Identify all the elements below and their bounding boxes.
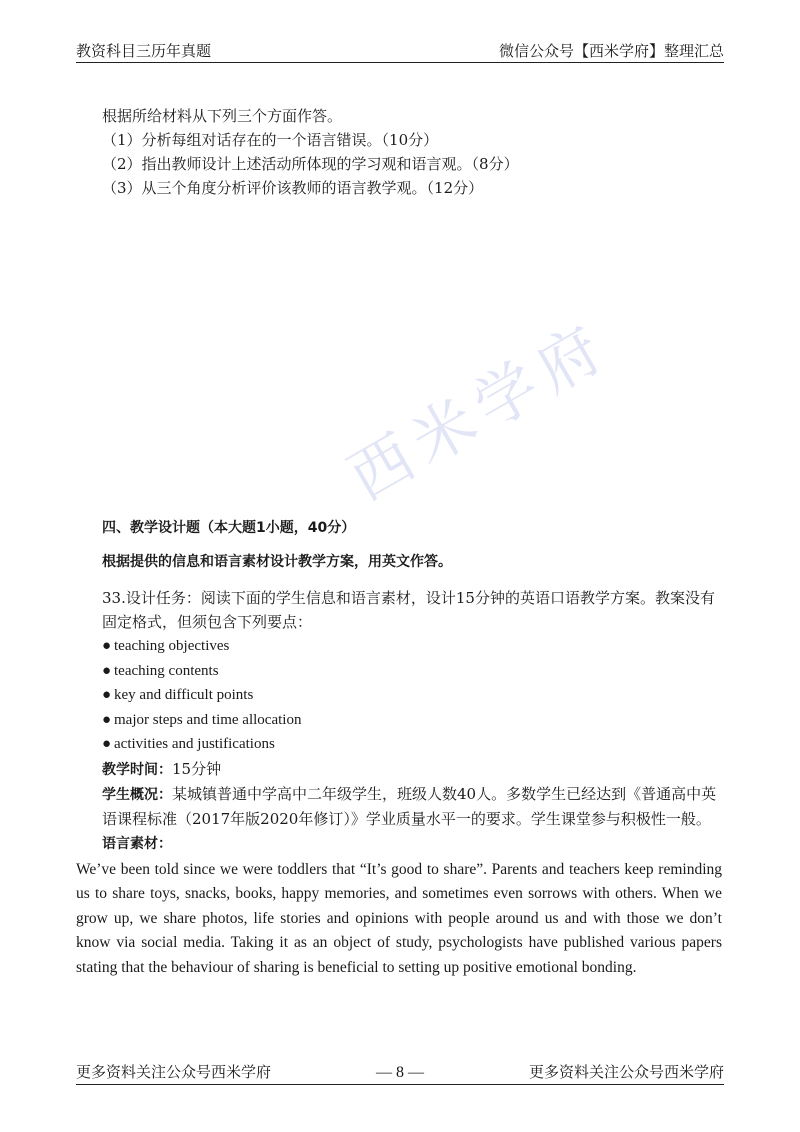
watermark: 西米学府 xyxy=(336,307,623,515)
bullet-icon: ● xyxy=(102,662,112,679)
bullet-icon: ● xyxy=(102,687,112,703)
answer-space xyxy=(102,200,722,516)
section-title: 四、教学设计题（本大题1小题，40分） xyxy=(102,520,356,536)
design-task-label: 33.设计任务： xyxy=(102,589,201,607)
header-left-text: 教资科目三历年真题 xyxy=(76,42,212,60)
material-heading xyxy=(102,831,722,856)
list-item: ● major steps and time allocation xyxy=(102,708,722,733)
bullet-icon: ● xyxy=(102,711,112,728)
intro-question-3: （3）从三个角度分析评价该教师的语言教学观。（12分） xyxy=(102,179,484,197)
student-profile-label: 学生概况： xyxy=(102,786,172,803)
design-task-text: 阅读下面的学生信息和语言素材，设计15分钟的英语口语教学方案。教案没有固定格式，但须包含下列要点： xyxy=(102,589,715,631)
teaching-time-value: 15分钟 xyxy=(172,759,222,778)
intro-lead: 根据所给材料从下列三个方面作答。 xyxy=(102,107,343,125)
page-footer xyxy=(76,1058,724,1085)
bullet-icon: ● xyxy=(102,638,112,654)
list-item: ● teaching contents xyxy=(102,659,722,684)
section-instruction: 根据提供的信息和语言素材设计教学方案，用英文作答。 xyxy=(102,554,452,570)
footer-right-text: 更多资料关注公众号西米学府 xyxy=(528,1063,724,1081)
student-profile-text: 某城镇普通中学高中二年级学生，班级人数40人。多数学生已经达到《普通高中英语课程标准（2017年版2020年修订）》学业质量水平一的要求。学生课堂参与积极性一般。 xyxy=(102,784,717,828)
list-item: ● key and difficult points xyxy=(102,683,722,708)
teaching-time-label: 教学时间： xyxy=(102,761,172,778)
bullet-icon: ● xyxy=(102,736,112,752)
page-number: — 8 — xyxy=(376,1064,424,1081)
requirements-list xyxy=(102,634,722,757)
intro-question-2: （2）指出教师设计上述活动所体现的学习观和语言观。（8分） xyxy=(102,155,519,173)
list-item: ● activities and justifications xyxy=(102,732,722,757)
footer-left-text: 更多资料关注公众号西米学府 xyxy=(76,1063,272,1081)
header-right-text: 微信公众号【西米学府】整理汇总 xyxy=(498,42,724,60)
page-header xyxy=(76,38,724,63)
intro-question-1: （1）分析每组对话存在的一个语言错误。（10分） xyxy=(102,131,439,149)
list-item: ● teaching objectives xyxy=(102,634,722,659)
teaching-time xyxy=(102,757,722,782)
student-profile xyxy=(102,782,722,831)
language-material-text: We’ve been told since we were toddlers that “It’s good to share”. Parents and teachers keep reminding us to share toys, snacks, books, happy memories, and sometimes even sorrows with others. When we grow up, we share photos, life stories and opinions with people around us and with those we don’t know via social media. Taking it as an object of study, psychologists have published various papers stating that the behaviour of sharing is beneficial to setting up positive emotional bonding. xyxy=(76,860,722,976)
material-label: 语言素材： xyxy=(102,835,172,852)
page-content xyxy=(76,104,722,980)
design-task xyxy=(102,586,722,634)
